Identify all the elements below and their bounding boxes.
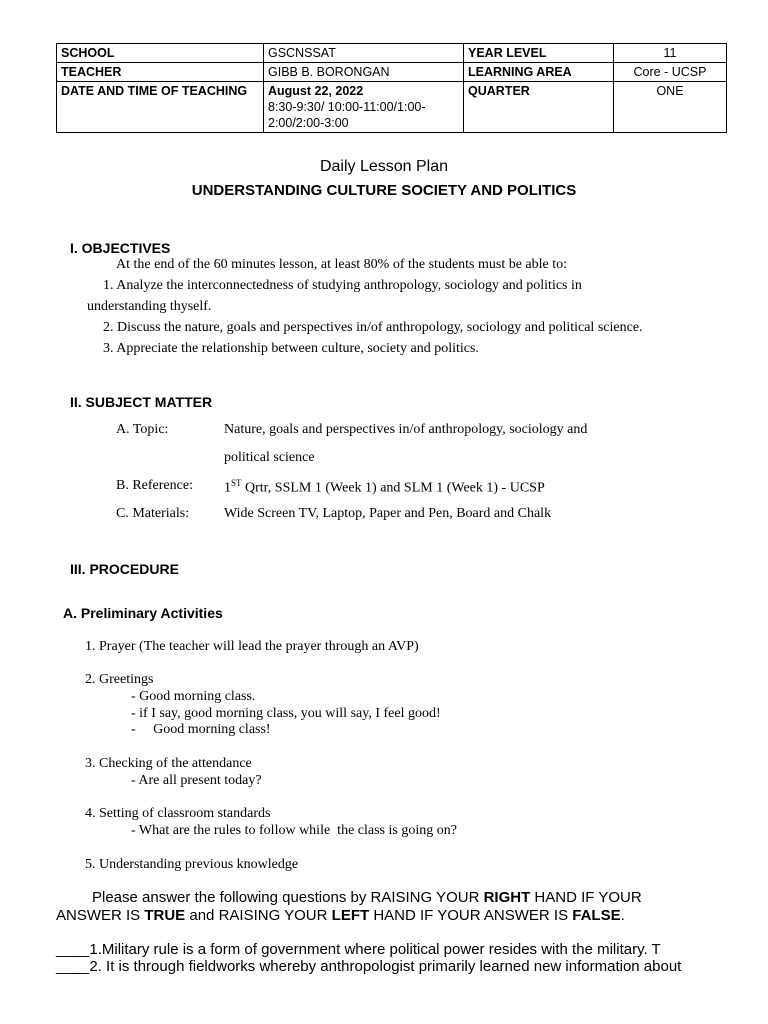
- objectives-intro: At the end of the 60 minutes lesson, at least 80% of the students must be able to:: [116, 257, 568, 272]
- year-level-label: YEAR LEVEL: [464, 44, 614, 63]
- instr-text-5: HAND IF YOUR ANSWER IS: [369, 907, 573, 924]
- objective-2: 2. Discuss the nature, goals and perspectives in/of anthropology, sociology and political science.: [103, 320, 643, 335]
- topic-value-b: political science: [224, 450, 315, 465]
- doc-title: Daily Lesson Plan: [319, 158, 449, 175]
- header-row-teacher: [57, 63, 727, 82]
- instr-text-3: ANSWER IS: [56, 907, 145, 924]
- reference-text: Qrtr, SSLM 1 (Week 1) and SLM 1 (Week 1) - UCSP: [241, 480, 545, 496]
- year-level-value: 11: [614, 44, 727, 63]
- time-line-2: 2:00/2:00-3:00: [268, 116, 349, 130]
- date-time-label: DATE AND TIME OF TEACHING: [57, 82, 264, 133]
- time-line-1: 8:30-9:30/ 10:00-11:00/1:00-: [268, 100, 426, 114]
- reference-label: B. Reference:: [116, 478, 193, 493]
- date-time-value: [264, 82, 464, 133]
- instr-period: .: [620, 907, 625, 924]
- objective-3: 3. Appreciate the relationship between culture, society and politics.: [103, 341, 479, 356]
- greeting-line-3: - Good morning class!: [131, 722, 271, 737]
- learning-area-value: Core - UCSP: [614, 63, 727, 82]
- teacher-value: GIBB B. BORONGAN: [264, 63, 464, 82]
- instr-false: FALSE: [572, 907, 621, 924]
- reference-ordinal-suffix: ST: [231, 478, 242, 488]
- header-table: [56, 43, 727, 133]
- subject-heading: II. SUBJECT MATTER: [70, 394, 213, 410]
- learning-area-label: LEARNING AREA: [464, 63, 614, 82]
- reference-value: [224, 478, 545, 497]
- step-previous-knowledge: 5. Understanding previous knowledge: [85, 857, 299, 872]
- date-value: August 22, 2022: [268, 84, 364, 98]
- procedure-heading: III. PROCEDURE: [70, 561, 179, 577]
- instructions-line-1: [92, 889, 642, 906]
- quarter-label: QUARTER: [464, 82, 614, 133]
- header-row-date: [57, 82, 727, 133]
- attendance-line: - Are all present today?: [131, 773, 262, 788]
- reference-ordinal: 1: [224, 480, 231, 496]
- preliminary-heading: A. Preliminary Activities: [63, 605, 223, 621]
- instr-right: RIGHT: [483, 889, 531, 906]
- step-greetings: 2. Greetings: [85, 672, 154, 687]
- quarter-value: ONE: [614, 82, 727, 133]
- instructions-line-2: [56, 907, 625, 924]
- header-row-school: [57, 44, 727, 63]
- question-2: ____2. It is through fieldworks whereby anthropologist primarily learned new information about: [56, 958, 682, 975]
- topic-value-a: Nature, goals and perspectives in/of anthropology, sociology and: [224, 422, 588, 437]
- objectives-heading: I. OBJECTIVES: [70, 240, 171, 256]
- instr-text-4: and RAISING YOUR: [185, 907, 332, 924]
- school-label: SCHOOL: [57, 44, 264, 63]
- instr-true: TRUE: [144, 907, 186, 924]
- greeting-line-2: - if I say, good morning class, you will say, I feel good!: [131, 706, 441, 721]
- greeting-line-1: - Good morning class.: [131, 689, 256, 704]
- materials-label: C. Materials:: [116, 506, 190, 521]
- question-1: ____1.Military rule is a form of government where political power resides with the military. T: [56, 941, 661, 958]
- topic-label: A. Topic:: [116, 422, 169, 437]
- standards-line: - What are the rules to follow while the class is going on?: [131, 823, 457, 838]
- instr-text-1: Please answer the following questions by RAISING YOUR: [92, 889, 484, 906]
- instr-left: LEFT: [331, 907, 370, 924]
- step-standards: 4. Setting of classroom standards: [85, 806, 271, 821]
- step-attendance: 3. Checking of the attendance: [85, 756, 252, 771]
- step-prayer: 1. Prayer (The teacher will lead the prayer through an AVP): [85, 639, 419, 654]
- school-value: GSCNSSAT: [264, 44, 464, 63]
- materials-value: Wide Screen TV, Laptop, Paper and Pen, Board and Chalk: [224, 506, 552, 521]
- teacher-label: TEACHER: [57, 63, 264, 82]
- doc-subtitle: UNDERSTANDING CULTURE SOCIETY AND POLITICS: [191, 182, 577, 199]
- objective-1b: understanding thyself.: [87, 299, 212, 314]
- instr-text-2: HAND IF YOUR: [530, 889, 642, 906]
- objective-1a: 1. Analyze the interconnectedness of studying anthropology, sociology and politics in: [103, 278, 582, 293]
